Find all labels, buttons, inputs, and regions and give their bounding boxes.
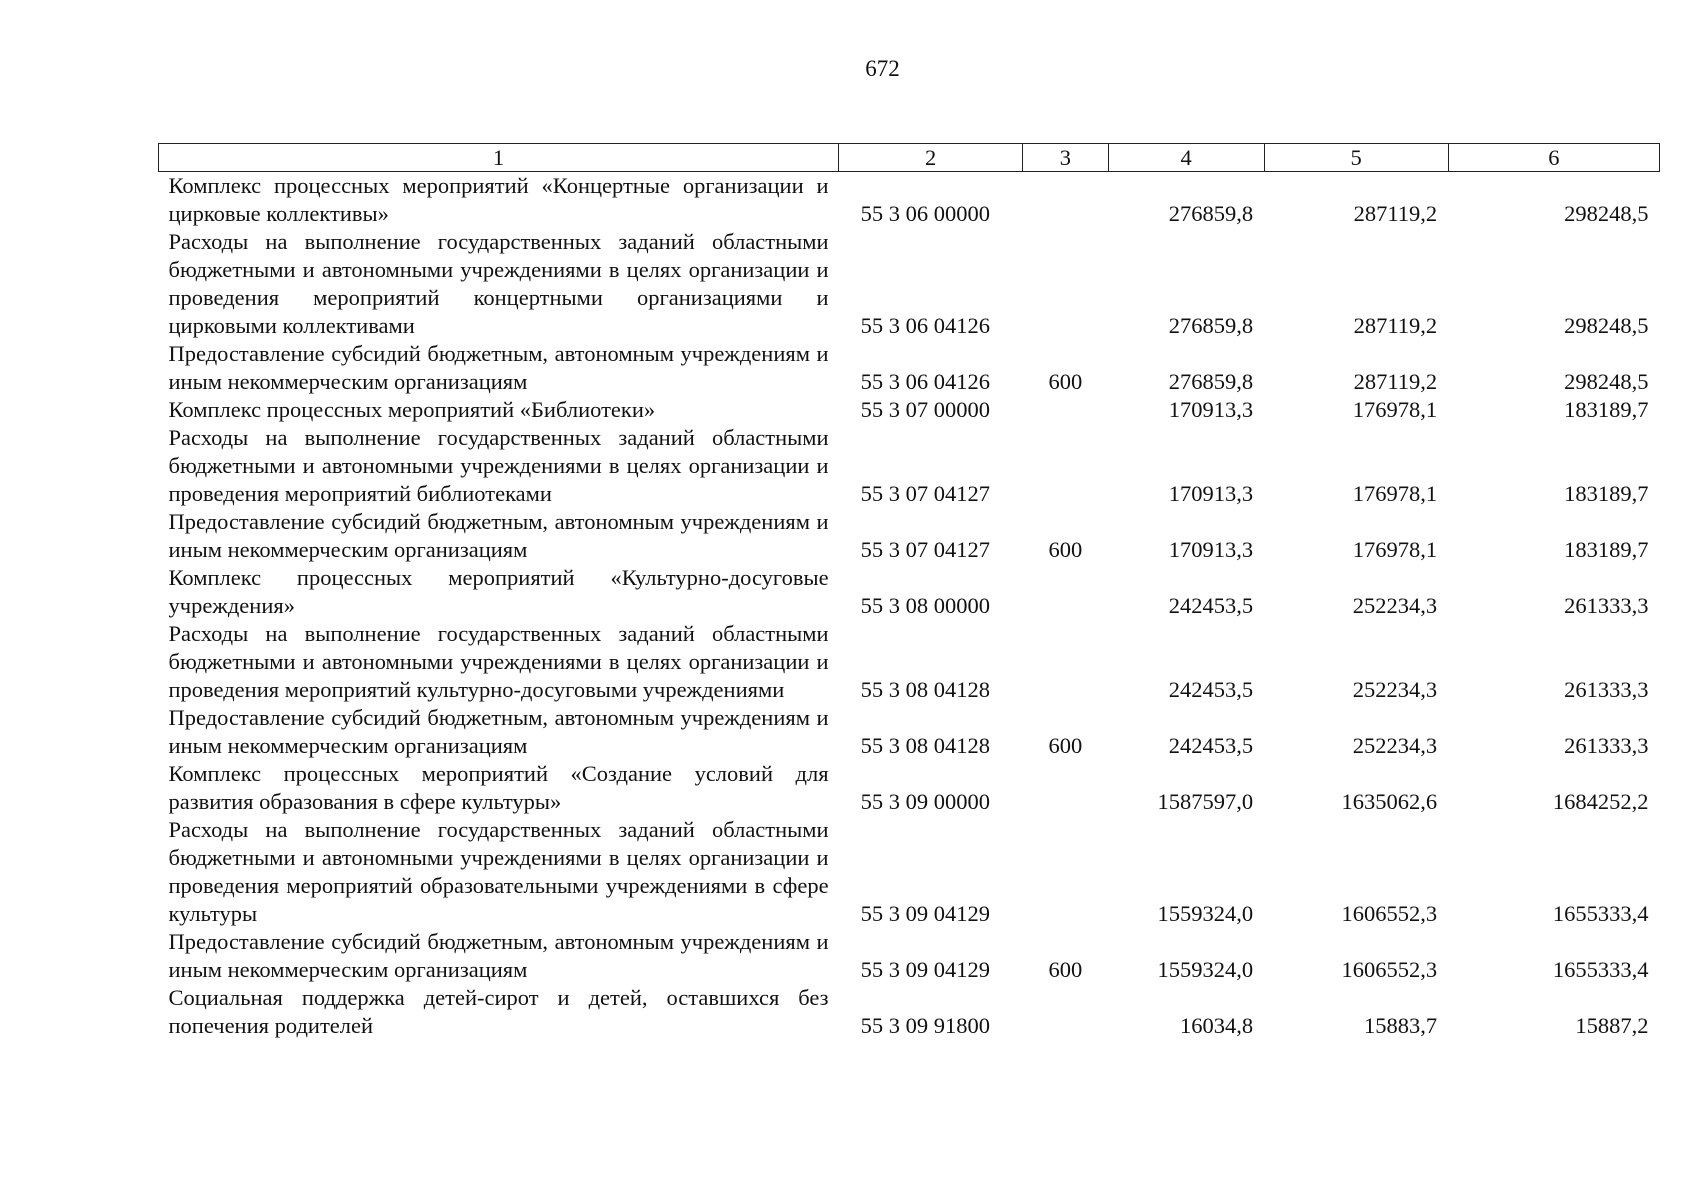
- row-value-2: 176978,1: [1352, 481, 1438, 506]
- row-type: [1023, 816, 1109, 928]
- row-value-3: 1655333,4: [1552, 957, 1649, 982]
- row-type: 600: [1048, 957, 1083, 982]
- row-value-3: 15887,2: [1575, 1013, 1649, 1038]
- row-type: [1023, 620, 1109, 704]
- column-header-name: 1: [159, 144, 839, 172]
- table-row: [159, 424, 1660, 508]
- row-type: [1023, 564, 1109, 620]
- row-value-1: 242453,5: [1168, 733, 1254, 758]
- header-row: [159, 144, 1660, 172]
- row-value-1: 276859,8: [1168, 313, 1254, 338]
- row-name: Социальная поддержка детей-сирот и детей, оставшихся без попечения родителей: [168, 985, 829, 1038]
- column-header-type: 3: [1023, 144, 1109, 172]
- page-number: 672: [865, 56, 900, 81]
- row-code: 55 3 08 00000: [860, 593, 990, 618]
- row-type: 600: [1048, 733, 1083, 758]
- table-row: [159, 984, 1660, 1040]
- table-row: [159, 172, 1660, 229]
- row-code: 55 3 06 04126: [860, 313, 990, 338]
- row-value-1: 242453,5: [1168, 593, 1254, 618]
- row-code: 55 3 07 04127: [860, 481, 990, 506]
- row-value-3: 261333,3: [1564, 733, 1649, 758]
- row-code: 55 3 07 04127: [860, 537, 990, 562]
- table-row: [159, 816, 1660, 928]
- row-value-2: 252234,3: [1352, 677, 1438, 702]
- column-header-code: 2: [839, 144, 1023, 172]
- row-code: 55 3 08 04128: [860, 677, 990, 702]
- row-value-2: 287119,2: [1353, 369, 1438, 394]
- row-value-1: 1587597,0: [1157, 789, 1254, 814]
- row-value-1: 276859,8: [1168, 201, 1254, 226]
- row-value-3: 183189,7: [1564, 397, 1649, 422]
- row-code: 55 3 08 04128: [860, 733, 990, 758]
- row-code: 55 3 09 04129: [860, 957, 990, 982]
- table-row: [159, 620, 1660, 704]
- row-value-2: 176978,1: [1352, 537, 1438, 562]
- table-row: [159, 564, 1660, 620]
- row-type: 600: [1048, 537, 1083, 562]
- row-value-2: 1606552,3: [1341, 957, 1438, 982]
- row-value-1: 1559324,0: [1157, 957, 1254, 982]
- row-name: Комплекс процессных мероприятий «Культурно-досуговые учреждения»: [168, 565, 829, 618]
- table-row: [159, 704, 1660, 760]
- column-header-year-2: 5: [1264, 144, 1448, 172]
- row-value-2: 287119,2: [1353, 201, 1438, 226]
- table-row: [159, 928, 1660, 984]
- table-row: [159, 760, 1660, 816]
- row-type: [1023, 760, 1109, 816]
- row-value-1: 276859,8: [1168, 369, 1254, 394]
- row-code: 55 3 06 00000: [860, 201, 990, 226]
- column-header-year-3: 6: [1448, 144, 1659, 172]
- row-type: 600: [1048, 369, 1083, 394]
- row-value-2: 1606552,3: [1341, 901, 1438, 926]
- row-name: Предоставление субсидий бюджетным, автономным учреждениям и иным некоммерческим организациям: [168, 705, 829, 758]
- row-value-2: 176978,1: [1352, 397, 1438, 422]
- row-name: Предоставление субсидий бюджетным, автономным учреждениям и иным некоммерческим организациям: [168, 341, 829, 394]
- row-name: Расходы на выполнение государственных заданий областными бюджетными и автономными учреждениями в целях организации и проведения мероприятий библиотеками: [168, 425, 829, 506]
- row-code: 55 3 07 00000: [860, 397, 990, 422]
- row-value-1: 170913,3: [1168, 537, 1254, 562]
- row-name: Расходы на выполнение государственных заданий областными бюджетными и автономными учреждениями в целях организации и проведения мероприятий концертными организациями и цирковыми коллективами: [168, 229, 829, 338]
- row-value-3: 183189,7: [1564, 537, 1649, 562]
- table-header: [159, 144, 1660, 172]
- row-name: Комплекс процессных мероприятий «Концертные организации и цирковые коллективы»: [168, 173, 829, 226]
- row-value-3: 1655333,4: [1552, 901, 1649, 926]
- row-code: 55 3 09 00000: [860, 789, 990, 814]
- row-value-2: 15883,7: [1364, 1013, 1438, 1038]
- row-value-1: 242453,5: [1168, 677, 1254, 702]
- row-value-1: 1559324,0: [1157, 901, 1254, 926]
- row-value-3: 261333,3: [1564, 593, 1649, 618]
- row-value-3: 1684252,2: [1552, 789, 1649, 814]
- row-name: Расходы на выполнение государственных заданий областными бюджетными и автономными учреждениями в целях организации и проведения мероприятий образовательными учреждениями в сфере культуры: [168, 817, 829, 926]
- row-value-3: 298248,5: [1564, 201, 1649, 226]
- row-value-3: 298248,5: [1564, 313, 1649, 338]
- table-row: [159, 228, 1660, 340]
- row-name: Предоставление субсидий бюджетным, автономным учреждениям и иным некоммерческим организациям: [168, 929, 829, 982]
- row-value-2: 252234,3: [1352, 733, 1438, 758]
- row-type: [1023, 228, 1109, 340]
- row-name: Комплекс процессных мероприятий «Библиотеки»: [168, 397, 656, 422]
- row-name: Предоставление субсидий бюджетным, автономным учреждениям и иным некоммерческим организациям: [168, 509, 829, 562]
- table-row: [159, 340, 1660, 396]
- row-name: Расходы на выполнение государственных заданий областными бюджетными и автономными учреждениями в целях организации и проведения мероприятий культурно-досуговыми учреждениями: [168, 621, 829, 702]
- row-type: [1023, 984, 1109, 1040]
- row-value-1: 16034,8: [1179, 1013, 1254, 1038]
- budget-table: [158, 143, 1660, 1040]
- row-value-2: 1635062,6: [1341, 789, 1438, 814]
- row-value-3: 183189,7: [1564, 481, 1649, 506]
- row-code: 55 3 06 04126: [860, 369, 990, 394]
- row-value-3: 261333,3: [1564, 677, 1649, 702]
- row-value-3: 298248,5: [1564, 369, 1649, 394]
- column-header-year-1: 4: [1108, 144, 1264, 172]
- row-value-2: 287119,2: [1353, 313, 1438, 338]
- row-value-2: 252234,3: [1352, 593, 1438, 618]
- row-value-1: 170913,3: [1168, 481, 1254, 506]
- table-body: [159, 172, 1660, 1041]
- row-name: Комплекс процессных мероприятий «Создание условий для развития образования в сфере культуры»: [168, 761, 829, 814]
- row-type: [1023, 424, 1109, 508]
- row-code: 55 3 09 04129: [860, 901, 990, 926]
- row-type: [1023, 172, 1109, 229]
- row-value-1: 170913,3: [1168, 397, 1254, 422]
- table-row: [159, 508, 1660, 564]
- row-type: [1023, 396, 1109, 424]
- table-row: [159, 396, 1660, 424]
- row-code: 55 3 09 91800: [860, 1013, 990, 1038]
